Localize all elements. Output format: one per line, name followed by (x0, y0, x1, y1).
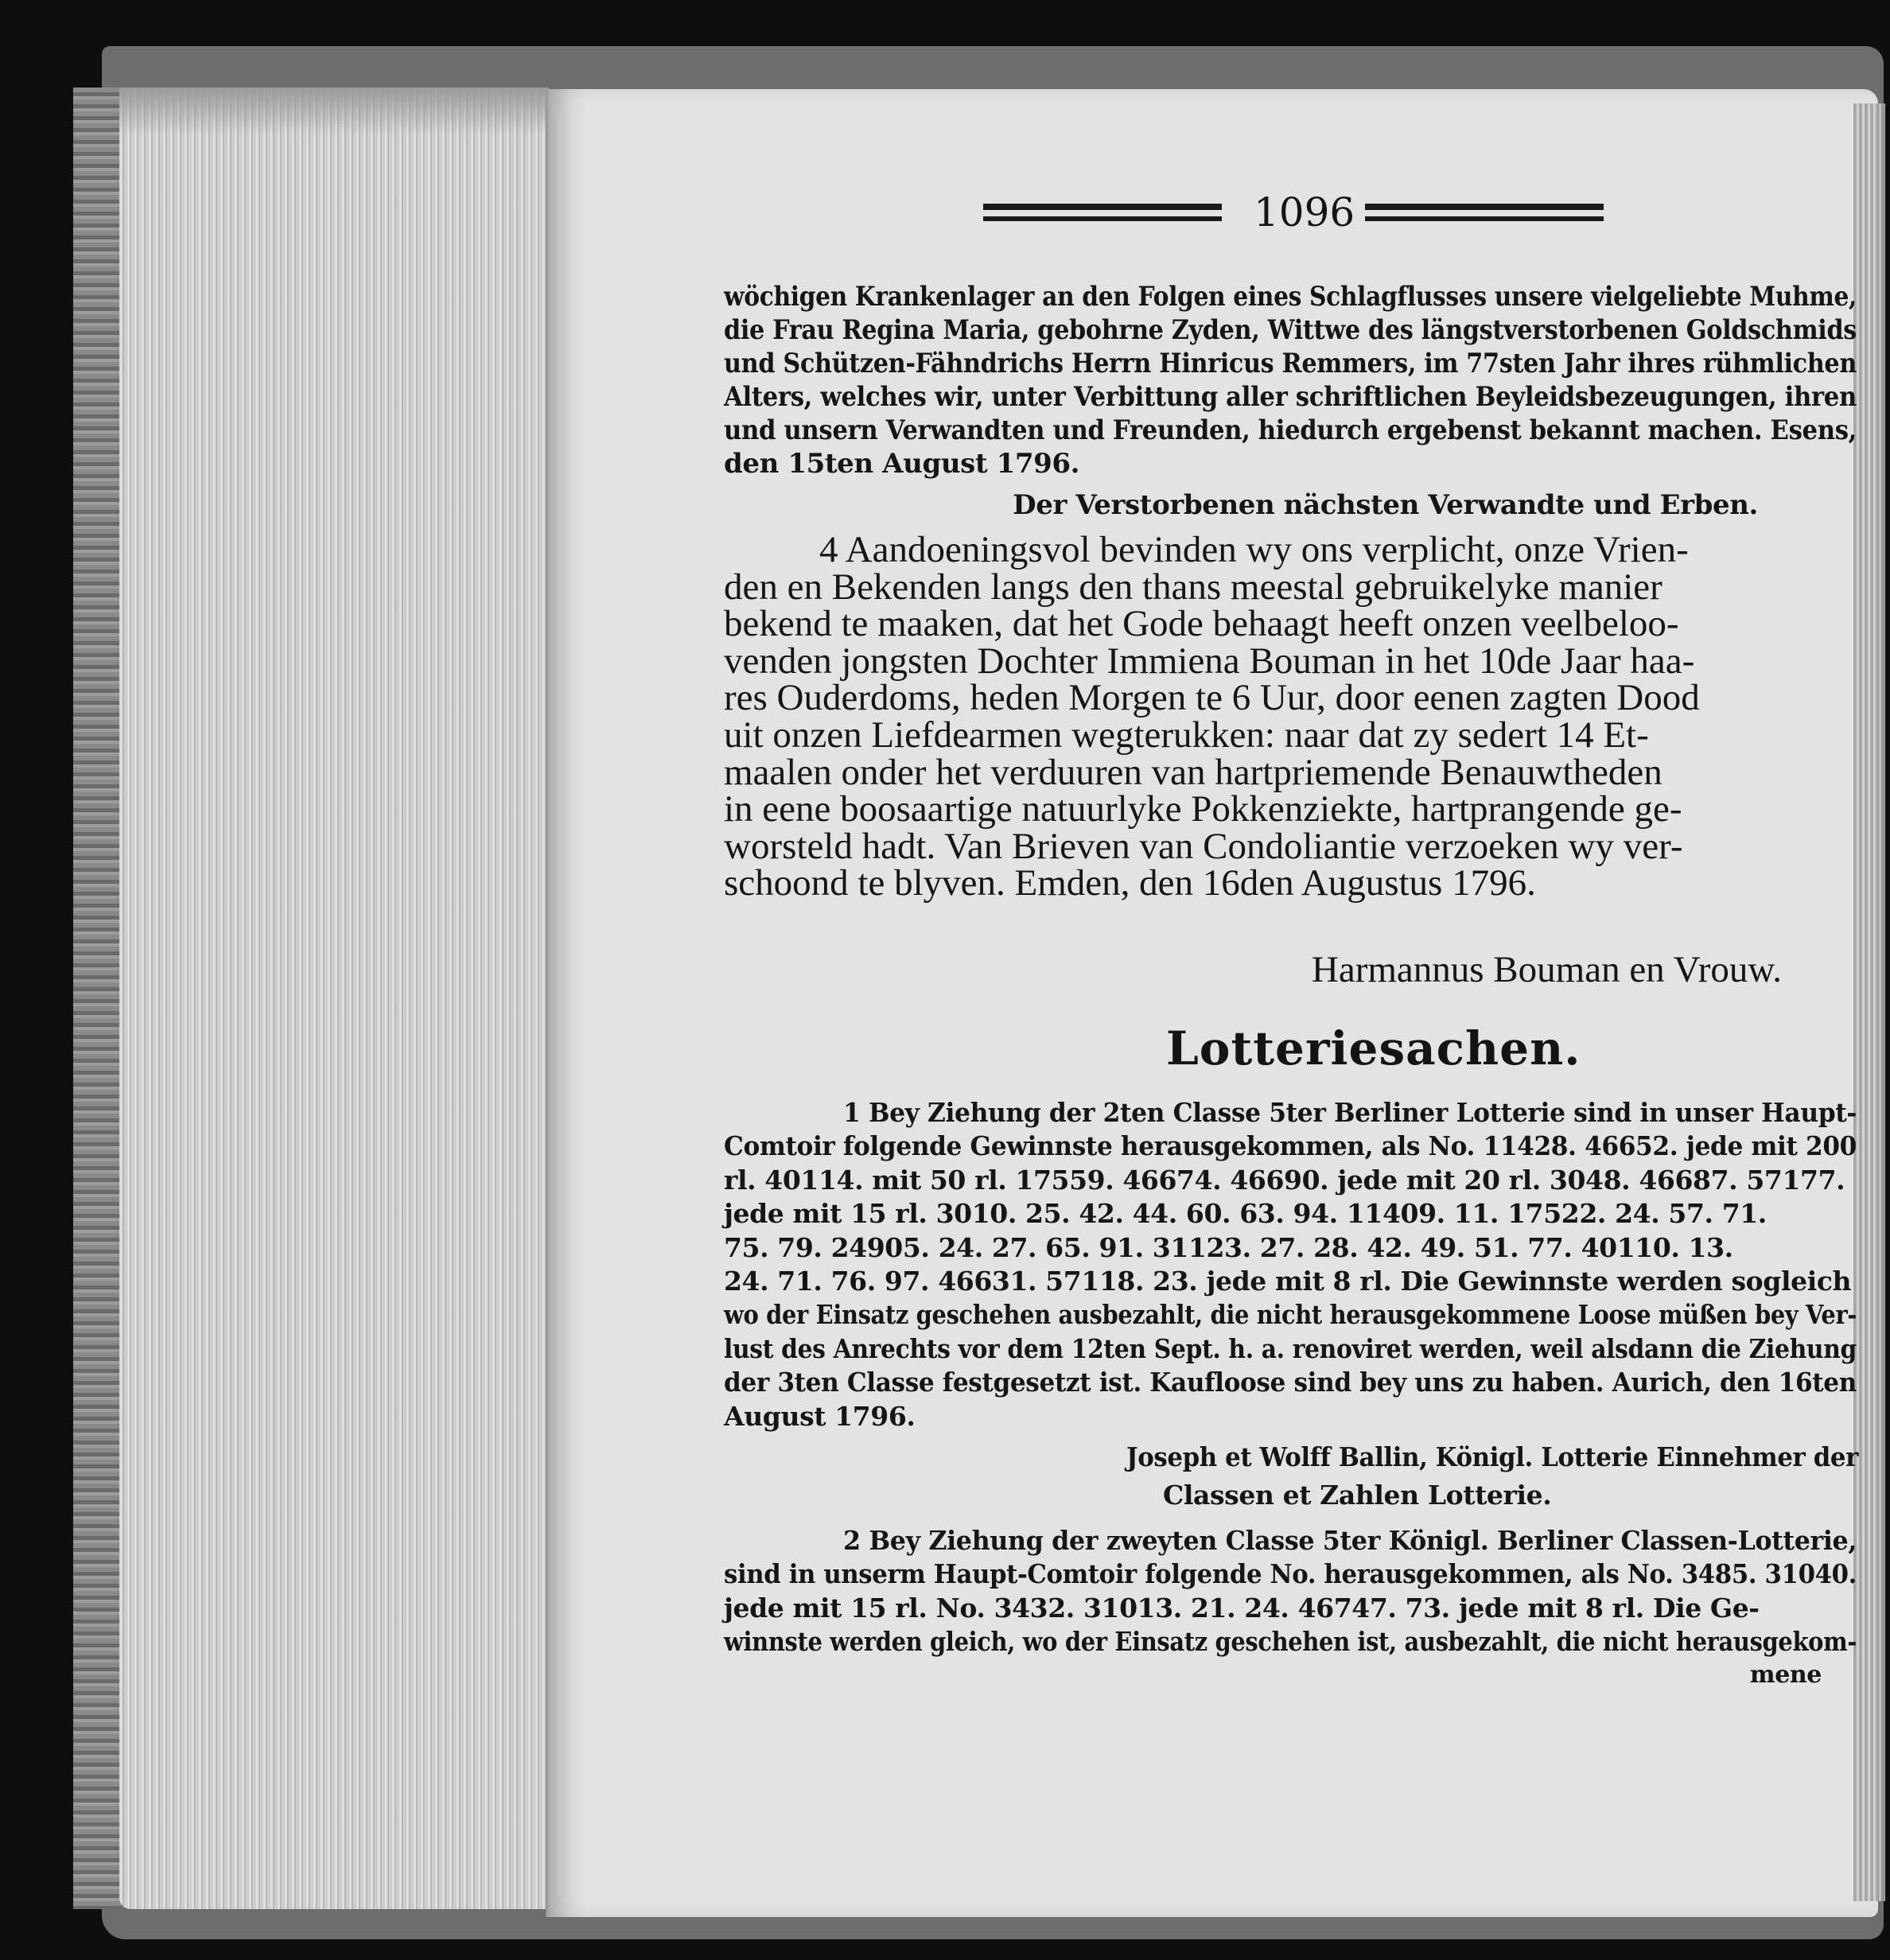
notice-3-signature: Der Verstorbenen nächsten Verwandte und Erben. (1013, 489, 1758, 521)
text-line: in eene boosaartige natuurlyke Pokkenziekte, hartprangende ge- (724, 788, 1682, 830)
text-line: August 1796. (724, 1400, 916, 1432)
text-line: Alters, welches wir, unter Verbittung aller schriftlichen Beyleidsbezeugungen, ihren (724, 381, 1857, 413)
header-rule-left (983, 204, 1222, 221)
text-line: bekend te maaken, dat het Gode behaagt heeft onzen veelbeloo- (724, 603, 1679, 645)
header-rule-right (1365, 204, 1604, 221)
text-line: Comtoir folgende Gewinnste herausgekommen, als No. 11428. 46652. jede mit 200 (724, 1130, 1857, 1162)
text-line: maalen onder het verduuren van hartpriemende Benauwtheden (724, 751, 1662, 793)
text-line: worsteld hadt. Van Brieven van Condoliantie verzoeken wy ver- (724, 825, 1683, 867)
notice-4 (724, 531, 1857, 902)
text-line: uit onzen Liefdearmen wegterukken: naar dat zy sedert 14 Et- (724, 714, 1649, 756)
text-line: 24. 71. 76. 97. 46631. 57118. 23. jede mit 8 rl. Die Gewinnste werden sogleich (724, 1266, 1852, 1297)
text-line: rl. 40114. mit 50 rl. 17559. 46674. 46690. jede mit 20 rl. 3048. 46687. 57177. (724, 1164, 1845, 1196)
page-edge-right (1853, 103, 1885, 1901)
notice-4-signature: Harmannus Bouman en Vrouw. (1311, 949, 1782, 990)
book-spine (73, 88, 121, 1909)
notice-3 (724, 280, 1857, 480)
page-edges (119, 88, 549, 1909)
text-line: res Ouderdoms, heden Morgen te 6 Uur, door eenen zagten Dood (724, 677, 1700, 719)
text-line: 1 Bey Ziehung der 2ten Classe 5ter Berliner Lotterie sind in unser Haupt- (843, 1097, 1857, 1128)
text-line: jede mit 15 rl. 3010. 25. 42. 44. 60. 63. 94. 11409. 11. 17522. 24. 57. 71. (724, 1198, 1767, 1230)
text-line: lust des Anrechts vor dem 12ten Sept. h. a. renoviret werden, weil alsdann die Ziehung (724, 1332, 1857, 1364)
text-line: 4 Aandoeningsvol bevinden wy ons verplicht, onze Vrien- (819, 529, 1689, 570)
text-line: den en Bekenden langs den thans meestal gebruikelyke manier (724, 566, 1662, 608)
lottery-notice-1 (724, 1096, 1857, 1433)
catchword: mene (1749, 1661, 1822, 1689)
text-line: die Frau Regina Maria, gebohrne Zyden, Wittwe des längstverstorbenen Goldschmids (724, 314, 1857, 346)
text-line: wo der Einsatz geschehen ausbezahlt, die nicht herausgekommene Loose müßen bey Ver- (724, 1299, 1857, 1331)
section-heading: Lotteriesachen. (1166, 1021, 1581, 1075)
text-line: und unsern Verwandten und Freunden, hiedurch ergebenst bekannt machen. Esens, (724, 414, 1857, 446)
text-line: Classen et Zahlen Lotterie. (1163, 1480, 1552, 1511)
page-number: 1096 (1254, 189, 1355, 235)
text-line: sind in unserm Haupt-Comtoir folgende No. herausgekommen, als No. 3485. 31040. (724, 1558, 1857, 1590)
text-line: wöchigen Krankenlager an den Folgen eines Schlagflusses unsere vielgeliebte Muhme, (724, 281, 1857, 313)
text-line: und Schützen-Fähndrichs Herrn Hinricus Remmers, im 77sten Jahr ihres rühmlichen (724, 348, 1857, 379)
page-header (983, 189, 1604, 237)
text-line: venden jongsten Dochter Immiena Bouman in het 10de Jaar haa- (724, 640, 1695, 682)
text-line: den 15ten August 1796. (724, 448, 1080, 480)
text-line: 2 Bey Ziehung der zweyten Classe 5ter Königl. Berliner Classen-Lotterie, (843, 1525, 1857, 1556)
lottery-notice-1-signature (1126, 1438, 1858, 1515)
text-line: der 3ten Classe festgesetzt ist. Kaufloose sind bey uns zu haben. Aurich, den 16ten (724, 1367, 1857, 1398)
lottery-notice-2 (724, 1524, 1857, 1659)
text-line: jede mit 15 rl. No. 3432. 31013. 21. 24. 46747. 73. jede mit 8 rl. Die Ge- (724, 1592, 1760, 1624)
text-line: Joseph et Wolff Ballin, Königl. Lotterie Einnehmer der (1126, 1441, 1858, 1472)
text-line: winnste werden gleich, wo der Einsatz geschehen ist, ausbezahlt, die nicht herausgekom- (724, 1626, 1857, 1658)
text-line: schoond te blyven. Emden, den 16den Augustus 1796. (724, 862, 1536, 904)
text-line: 75. 79. 24905. 24. 27. 65. 91. 31123. 27. 28. 42. 49. 51. 77. 40110. 13. (724, 1231, 1733, 1263)
